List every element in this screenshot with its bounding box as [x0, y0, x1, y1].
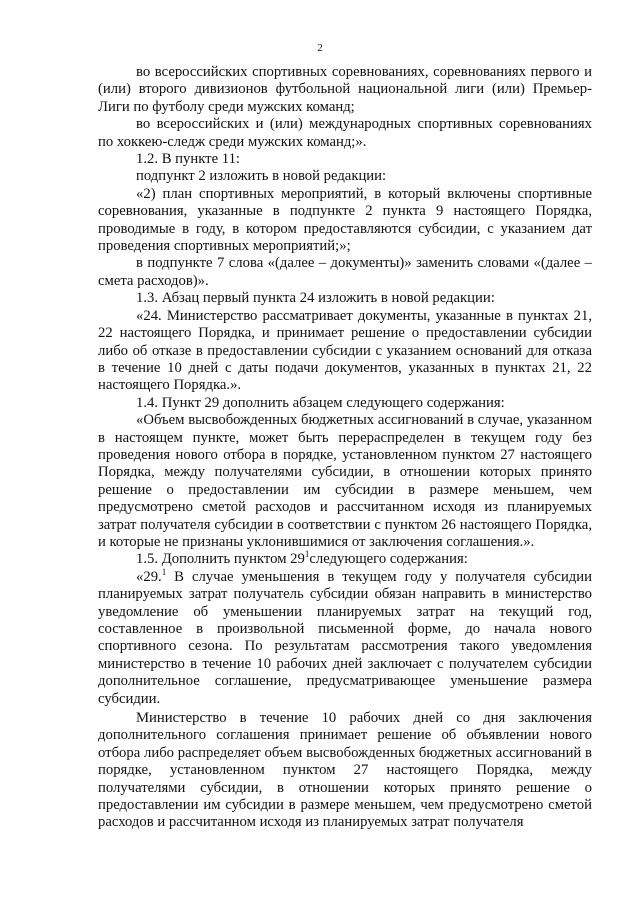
paragraph-item-1-5-after: следующего содержания:: [309, 551, 468, 568]
paragraph-item-29-1-after: В случае уменьшения в текущем году у получателя субсидии планируемых затрат получатель субсидии обязан направить в министерство уведомление об уменьшении планируемых затрат на текущий год, составленное в произвольной письменной форме, до начала нового спортивного сезона. По результатам рассмотрения такого уведомления министерство в течение 10 рабочих дней заключает с получателем субсидии дополнительное соглашение, предусматривающее уменьшение размера субсидии.: [98, 568, 592, 707]
paragraph-sports-events-plan: «2) план спортивных мероприятий, в который включены спортивные соревнования, указанные в подпункте 2 пункта 9 настоящего Порядка, проводимые в году, в котором предоставляются субсидии, с указанием дат проведения спортивных мероприятий;»;: [98, 185, 592, 255]
document-body: [98, 64, 592, 832]
paragraph-item-29-1-before: «29.: [136, 568, 162, 585]
paragraph-sports-competitions: во всероссийских спортивных соревнованиях, соревнованиях первого и (или) второго дивизионов футбольной национальной лиги (или) Премьер-Лиги по футболу среди мужских команд;: [98, 64, 592, 115]
paragraph-released-allocations: «Объем высвобожденных бюджетных ассигнований в случае, указанном в настоящем пункте, может быть перераспределен в текущем году без проведения нового отбора в порядке, установленном пунктом 27 настоящего Порядка, между получателями субсидии, в отношении которых принято решение о предоставлении им субсидии в размере меньшем, чем предусмотрено сметой расходов и рассчитанном исходя из планируемых затрат получателя субсидии в соответствии с пунктом 26 настоящего Порядка, и которые не признаны уклонившимися от заключения соглашения.».: [98, 412, 592, 550]
paragraph-item-1-5: [98, 551, 592, 568]
paragraph-item-1-3: 1.3. Абзац первый пункта 24 изложить в новой редакции:: [136, 290, 495, 307]
page-number: 2: [317, 42, 323, 54]
paragraph-item-1-4: 1.4. Пункт 29 дополнить абзацем следующего содержания:: [136, 394, 505, 411]
paragraph-item-1-5-before: 1.5. Дополнить пунктом 29: [136, 551, 305, 568]
paragraph-item-29-1: [98, 566, 592, 708]
paragraph-ministry-decision: Министерство в течение 10 рабочих дней со дня заключения дополнительного соглашения принимает решение об объявлении нового отбора либо распределяет объем высвобожденных бюджетных ассигнований в порядке, установленном пунктом 27 настоящего Порядка, между получателями субсидии, в отношении которых принято решение о предоставлении им субсидии в размере меньшем, чем предусмотрено сметой расходов и рассчитанном исходя из планируемых затрат получателя: [98, 710, 592, 831]
paragraph-sledge-hockey: во всероссийских и (или) международных спортивных соревнованиях по хоккею-следж среди мужских команд;».: [98, 116, 592, 150]
paragraph-subitem-2-new-edition: подпункт 2 изложить в новой редакции:: [136, 168, 387, 185]
paragraph-item-24-text: «24. Министерство рассматривает документы, указанные в пунктах 21, 22 настоящего Порядка, и принимает решение о предоставлении субсидии либо об отказе в предоставлении субсидии с указанием оснований для отказа в течение 10 дней с даты подачи документов, указанных в пунктах 21, 22 настоящего Порядка.».: [98, 307, 592, 394]
superscript-1: 1: [161, 566, 167, 577]
paragraph-subitem-7-replace: в подпункте 7 слова «(далее – документы)» заменить словами «(далее – смета расходов)».: [98, 255, 592, 289]
superscript-1: 1: [304, 549, 310, 560]
paragraph-item-1-2: 1.2. В пункте 11:: [136, 151, 241, 168]
